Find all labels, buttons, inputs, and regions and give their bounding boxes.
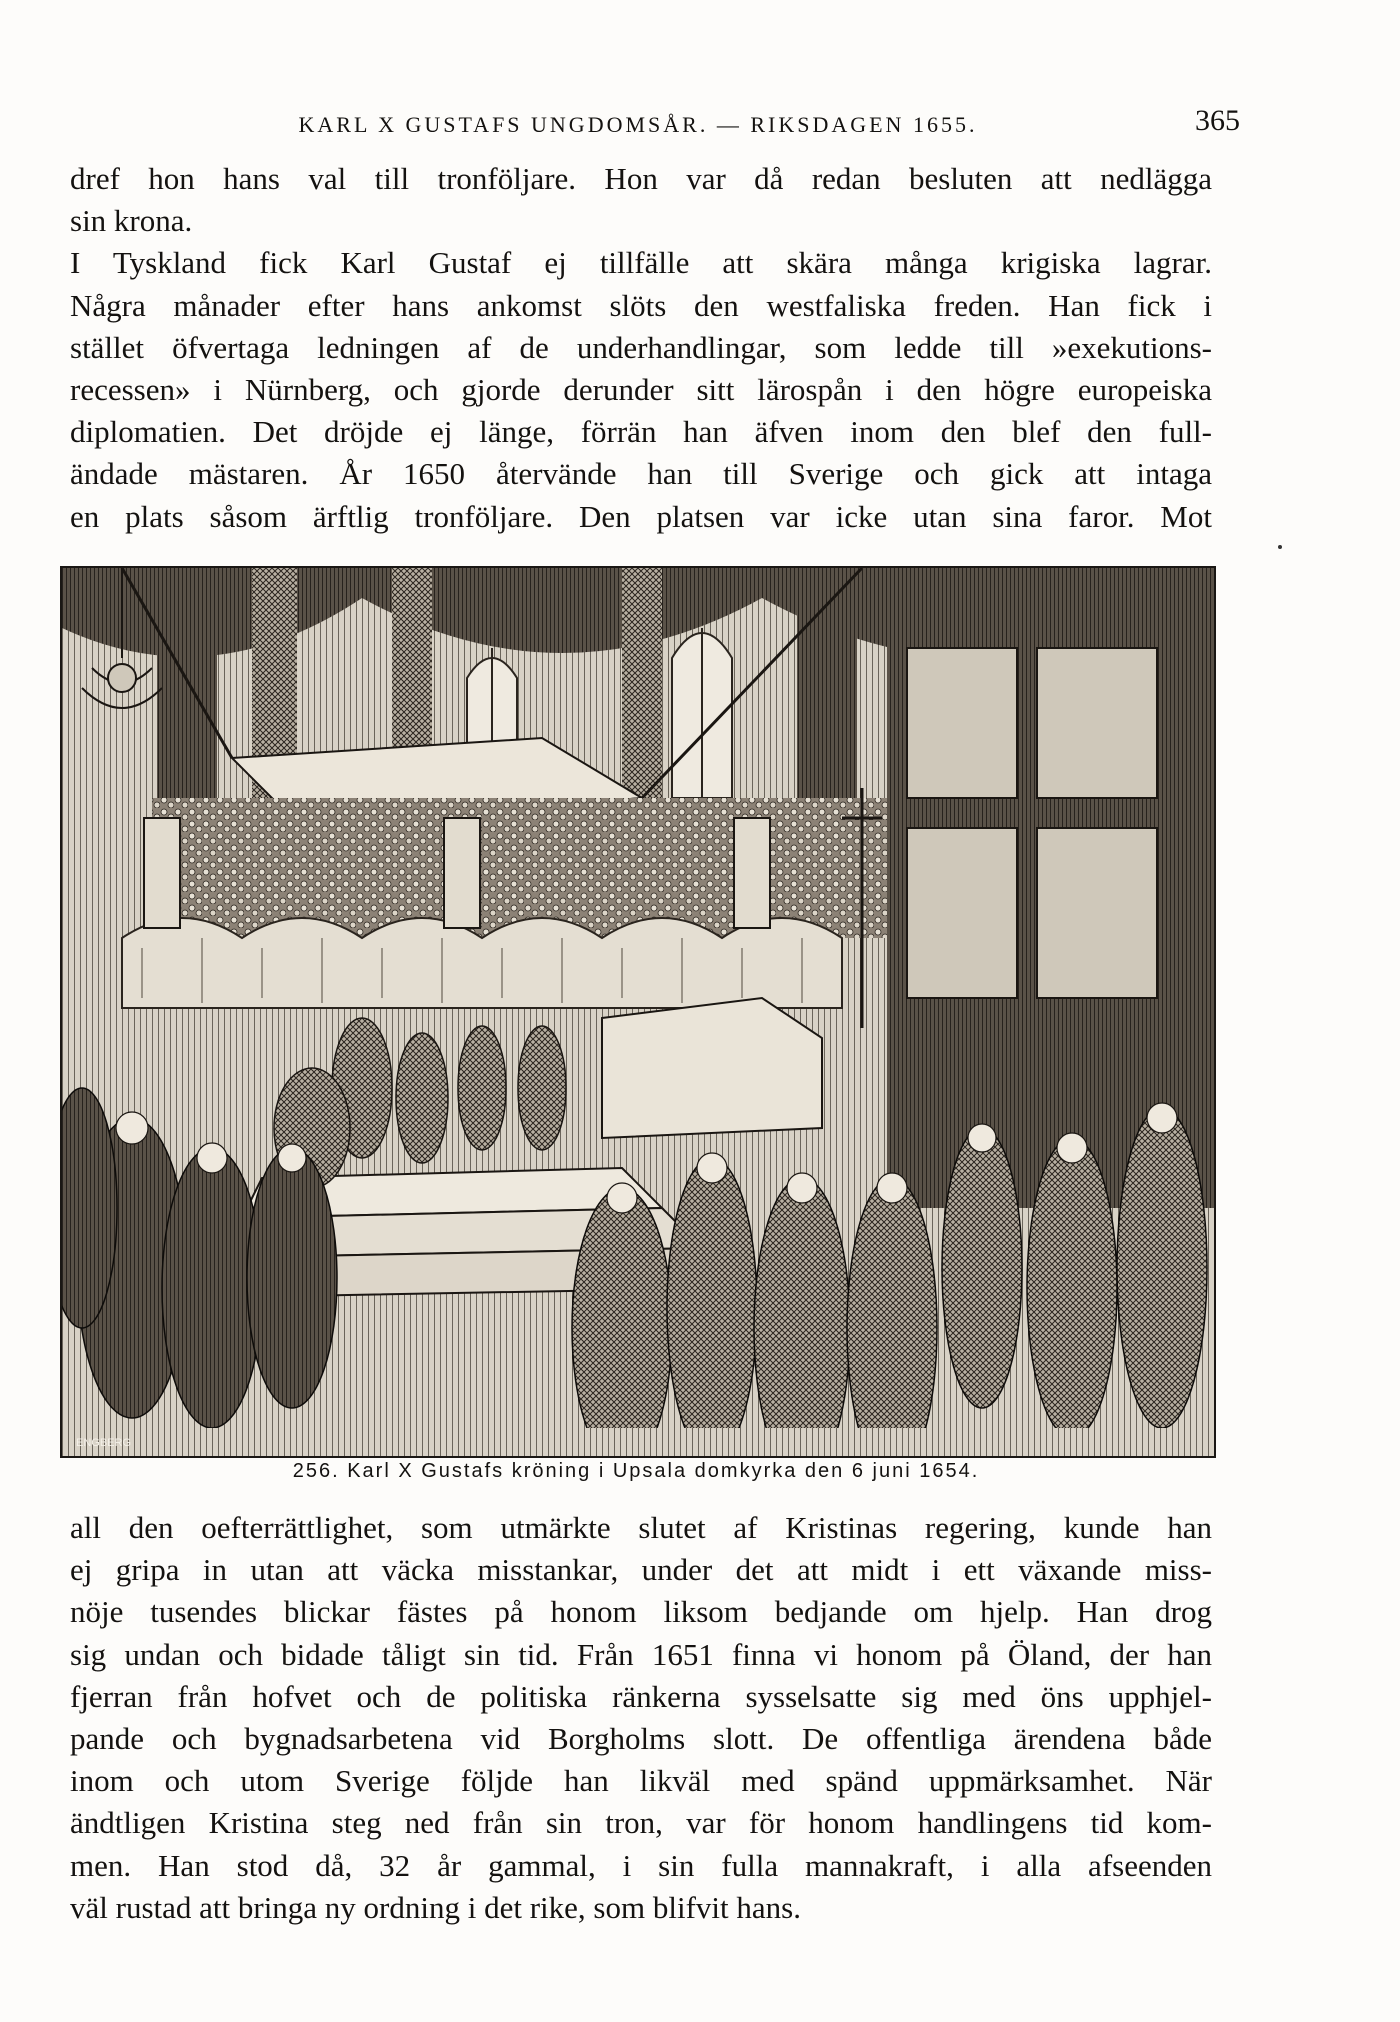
- running-head: KARL X GUSTAFS UNGDOMSÅR. — RIKSDAGEN 1655.: [298, 112, 978, 137]
- text-line: inom och utom Sverige följde han likväl med spänd uppmärksamhet. När: [70, 1763, 1212, 1799]
- text-line: recessen» i Nürnberg, och gjorde derunder sitt lärospån i den högre europeiska: [70, 371, 1212, 407]
- text-line: väl rustad att bringa ny ordning i det rike, som blifvit hans.: [70, 1889, 801, 1925]
- text-line: fjerran från hofvet och de politiska ränkerna sysselsatte sig med öns upphjel-: [70, 1678, 1212, 1714]
- text-line: en plats såsom ärftlig tronföljare. Den platsen var icke utan sina faror. Mot: [70, 498, 1212, 534]
- text-line: nöje tusendes blickar fästes på honom liksom bedjande om hjelp. Han drog: [70, 1594, 1212, 1630]
- engraving-illustration: [62, 568, 1214, 1456]
- text-line: I Tyskland fick Karl Gustaf ej tillfälle att skära många krigiska lagrar.: [70, 245, 1212, 281]
- engraver-signature: ENGBERG: [76, 1437, 132, 1449]
- paragraph-bottom: [70, 1507, 1212, 1929]
- page-number: 365: [1195, 104, 1240, 137]
- text-line: men. Han stod då, 32 år gammal, i sin fulla mannakraft, i alla afseenden: [70, 1847, 1212, 1883]
- print-speck: [1278, 545, 1282, 549]
- text-line: pande och bygnadsarbetena vid Borgholms slott. De offentliga ärendena både: [70, 1720, 1212, 1756]
- coronation-engraving: [60, 566, 1216, 1458]
- text-line: ej gripa in utan att väcka misstankar, under det att midt i ett växande miss-: [70, 1552, 1212, 1588]
- text-line: sin krona.: [70, 203, 193, 239]
- text-line: ändade mästaren. År 1650 återvände han till Sverige och gick att intaga: [70, 456, 1212, 492]
- text-line: diplomatien. Det dröjde ej länge, förrän han äfven inom den blef den full-: [70, 414, 1212, 450]
- text-line: dref hon hans val till tronföljare. Hon var då redan besluten att nedlägga: [70, 161, 1212, 196]
- text-line: stället öfvertaga ledningen af de underhandlingar, som ledde till »exekutions-: [70, 329, 1212, 365]
- paragraph-top: [70, 158, 1212, 538]
- text-line: sig undan och bidade tåligt sin tid. Från 1651 finna vi honom på Öland, der han: [70, 1636, 1212, 1672]
- text-line: ändtligen Kristina steg ned från sin tron, var för honom handlingens tid kom-: [70, 1805, 1212, 1841]
- text-line: Några månader efter hans ankomst slöts den westfaliska freden. Han fick i: [70, 287, 1212, 323]
- text-line: all den oefterrättlighet, som utmärkte slutet af Kristinas regering, kunde han: [70, 1510, 1212, 1545]
- figure-caption: 256. Karl X Gustafs kröning i Upsala domkyrka den 6 juni 1654.: [292, 1460, 980, 1482]
